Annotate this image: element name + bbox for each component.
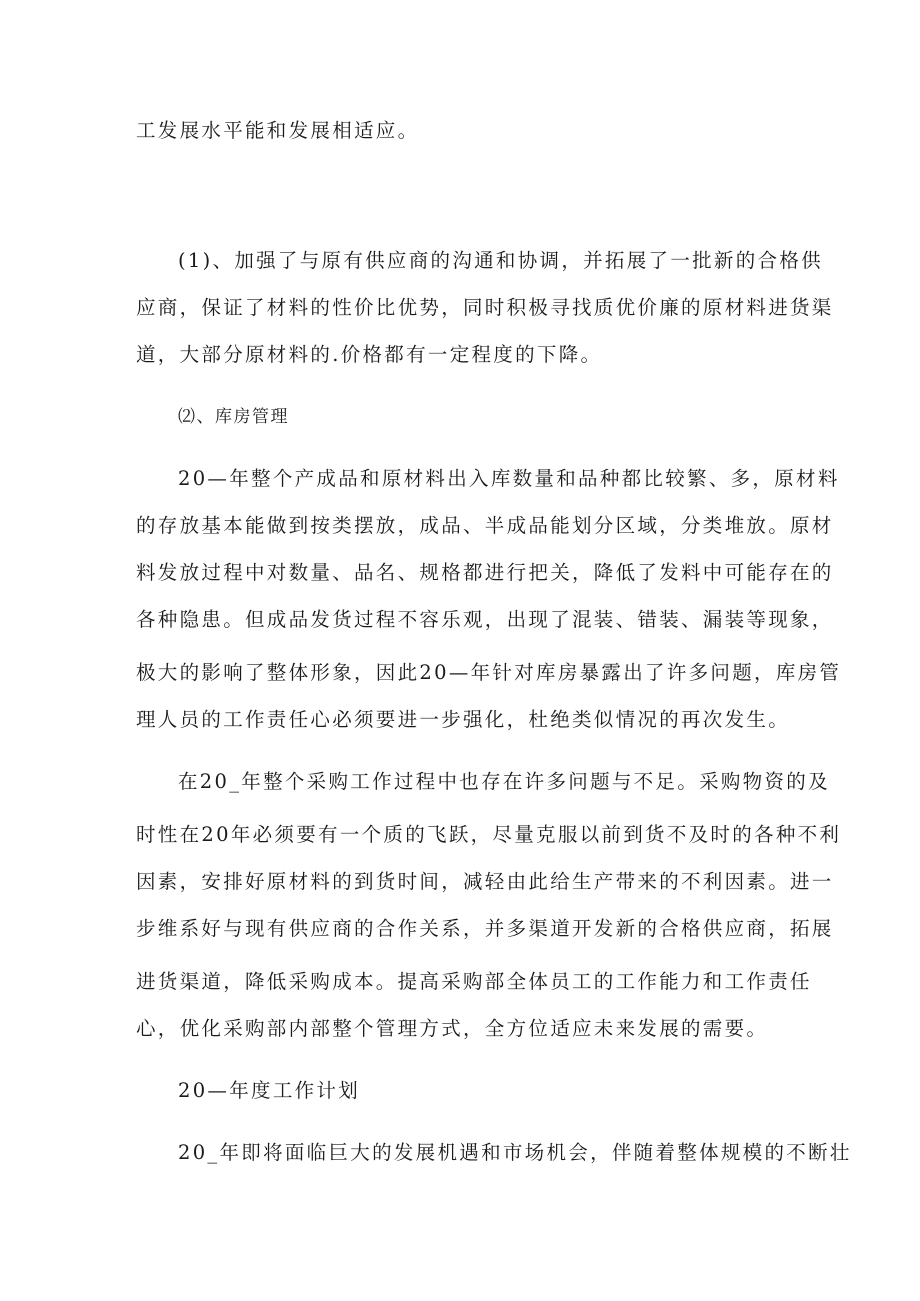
paragraph-line: 理人员的工作责任心必须要进一步强化，杜绝类似情况的再次发生。 [136, 708, 791, 731]
paragraph-line: 在20_年整个采购工作过程中也存在许多问题与不足。采购物资的及 [178, 770, 830, 793]
paragraph-line: 20_年即将面临巨大的发展机遇和市场机会，伴随着整体规模的不断壮 [178, 1141, 852, 1164]
paragraph-line: 各种隐患。但成品发货过程不容乐观，出现了混装、错装、漏装等现象， [136, 608, 834, 631]
paragraph-line: 极大的影响了整体形象，因此20—年针对库房暴露出了许多问题，库房管 [136, 661, 842, 684]
paragraph-line: 时性在20年必须要有一个质的飞跃，尽量克服以前到货不及时的各种不利 [136, 823, 842, 846]
paragraph-line: 因素，安排好原材料的到货时间，减轻由此给生产带来的不利因素。进一 [136, 870, 834, 893]
paragraph-line: 步维系好与现有供应商的合作关系，并多渠道开发新的合格供应商，拓展 [136, 917, 834, 940]
section-heading: 20—年度工作计划 [178, 1079, 361, 1102]
paragraph-line: 应商，保证了材料的性价比优势，同时积极寻找质优价廉的原材料进货渠 [136, 296, 834, 319]
paragraph-line: (1)、加强了与原有供应商的沟通和协调，并拓展了一批新的合格供 [178, 249, 823, 272]
paragraph-line: 道，大部分原材料的.价格都有一定程度的下降。 [136, 343, 603, 366]
paragraph-line: 进货渠道，降低采购成本。提高采购部全体员工的工作能力和工作责任 [136, 970, 812, 993]
paragraph-line: 心，优化采购部内部整个管理方式，全方位适应未来发展的需要。 [136, 1017, 769, 1040]
paragraph-line: 的存放基本能做到按类摆放，成品、半成品能划分区域，分类堆放。原材 [136, 514, 834, 537]
paragraph-line: 料发放过程中对数量、品名、规格都进行把关，降低了发料中可能存在的 [136, 561, 834, 584]
section-heading: ⑵、库房管理 [178, 407, 289, 427]
paragraph-line: 工发展水平能和发展相适应。 [136, 119, 420, 142]
paragraph-line: 20—年整个产成品和原材料出入库数量和品种都比较繁、多，原材料 [178, 467, 840, 490]
